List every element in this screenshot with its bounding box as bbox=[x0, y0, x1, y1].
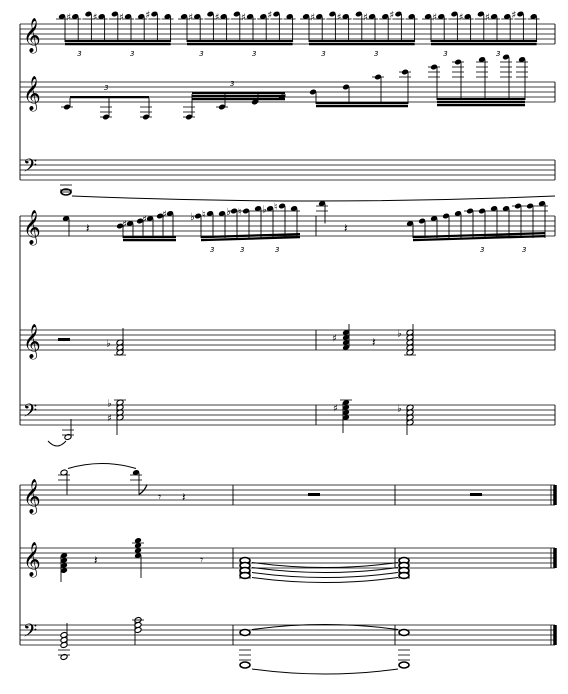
sharp-icon: ♯ bbox=[66, 12, 72, 24]
quarter-rest-icon: 𝄽 bbox=[94, 553, 98, 567]
whole-rest bbox=[470, 493, 482, 496]
whole-note bbox=[399, 630, 409, 636]
whole-note bbox=[240, 630, 250, 636]
sharp-icon: ♯ bbox=[458, 12, 464, 24]
sharp-icon: ♯ bbox=[122, 219, 127, 231]
tuplet-number: 3 bbox=[321, 50, 326, 58]
sharp-icon: ♯ bbox=[363, 12, 368, 24]
flat-icon: ♭ bbox=[107, 398, 112, 410]
beam bbox=[192, 98, 285, 100]
whole-note bbox=[399, 662, 409, 668]
beam bbox=[437, 98, 525, 100]
beam bbox=[123, 239, 176, 241]
treble-clef-icon: 𝄞 bbox=[23, 76, 41, 111]
notes bbox=[48, 11, 555, 674]
tuplet-number: 3 bbox=[374, 50, 379, 58]
bass-clef-icon: 𝄢 bbox=[23, 621, 38, 646]
beam bbox=[192, 95, 285, 97]
eighth-rest-icon: 𝄾 bbox=[200, 553, 204, 567]
flat-icon: ♭ bbox=[397, 328, 402, 340]
quarter-rest-icon: 𝄽 bbox=[344, 221, 348, 235]
tuplet-number: 3 bbox=[240, 246, 245, 254]
beam bbox=[309, 40, 415, 42]
beam bbox=[431, 40, 537, 42]
flat-icon: ♭ bbox=[397, 403, 402, 415]
flat-icon: ♭ bbox=[106, 338, 111, 350]
natural-icon: ♮ bbox=[202, 209, 206, 221]
tuplet-number: 3 bbox=[77, 50, 82, 58]
sharp-icon: ♯ bbox=[162, 209, 167, 221]
tuplet-number: 3 bbox=[104, 84, 109, 92]
sharp-icon: ♯ bbox=[214, 12, 220, 24]
sharp-icon: ♯ bbox=[432, 12, 438, 24]
flag bbox=[139, 485, 147, 495]
sharp-icon: ♯ bbox=[241, 12, 246, 24]
tuplet-number: 3 bbox=[210, 246, 215, 254]
beam bbox=[65, 43, 171, 45]
bass-clef-icon: 𝄢 bbox=[23, 156, 38, 181]
treble-clef-icon: 𝄞 bbox=[23, 542, 41, 577]
beam bbox=[123, 236, 176, 238]
quarter-rest-icon: 𝄽 bbox=[182, 490, 186, 504]
natural-icon: ♮ bbox=[274, 202, 278, 213]
bass-clef-icon: 𝄢 bbox=[23, 401, 38, 426]
tuplet-number: 3 bbox=[130, 50, 135, 58]
beam bbox=[437, 104, 525, 106]
tuplet-number: 3 bbox=[199, 50, 204, 58]
beam bbox=[316, 102, 408, 104]
beam bbox=[192, 92, 285, 94]
treble-clef-icon: 𝄞 bbox=[23, 479, 41, 514]
sharp-icon: ♯ bbox=[332, 333, 337, 345]
treble-clef-icon: 𝄞 bbox=[23, 210, 41, 245]
beam bbox=[187, 43, 293, 45]
sharp-icon: ♯ bbox=[188, 12, 194, 24]
sharp-icon: ♯ bbox=[267, 10, 273, 21]
tuplet-number: 3 bbox=[480, 246, 485, 254]
sharp-icon: ♯ bbox=[511, 10, 517, 21]
whole-rest bbox=[308, 493, 320, 496]
sharp-icon: ♯ bbox=[92, 12, 98, 24]
beam bbox=[70, 96, 149, 98]
sharp-icon: ♯ bbox=[389, 10, 395, 21]
sharp-icon: ♯ bbox=[485, 12, 490, 24]
tuplet-number: 3 bbox=[522, 246, 527, 254]
beam bbox=[65, 40, 171, 42]
tie bbox=[252, 573, 398, 578]
beam bbox=[316, 105, 408, 107]
beam bbox=[431, 43, 537, 45]
flat-icon: ♭ bbox=[262, 204, 267, 216]
tie bbox=[72, 196, 555, 201]
tie bbox=[252, 578, 398, 583]
quarter-rest-icon: 𝄽 bbox=[372, 335, 376, 349]
tie bbox=[68, 464, 136, 469]
accidentals-and-rests bbox=[66, 10, 526, 567]
flat-icon: ♭ bbox=[190, 212, 195, 223]
clefs bbox=[23, 18, 41, 646]
treble-clef-icon: 𝄞 bbox=[23, 18, 41, 53]
tuplet-number: 3 bbox=[275, 246, 280, 254]
sharp-icon: ♯ bbox=[142, 214, 147, 226]
sharp-icon: ♯ bbox=[336, 12, 342, 24]
tuplet-number: 3 bbox=[496, 50, 501, 58]
sharp-icon: ♯ bbox=[333, 403, 338, 415]
eighth-rest-icon: 𝄾 bbox=[158, 490, 162, 504]
sharp-icon: ♯ bbox=[107, 413, 112, 425]
beam bbox=[437, 101, 525, 103]
sharp-icon: ♯ bbox=[310, 12, 316, 24]
tuplet-number: 3 bbox=[230, 80, 235, 88]
flat-icon: ♭ bbox=[226, 207, 231, 218]
tuplet-number: 3 bbox=[252, 50, 257, 58]
sharp-icon: ♯ bbox=[119, 12, 124, 24]
half-rest bbox=[58, 338, 70, 341]
natural-icon: ♮ bbox=[238, 207, 242, 218]
beam bbox=[187, 40, 293, 42]
tie bbox=[48, 441, 66, 446]
sharp-icon: ♯ bbox=[145, 10, 151, 21]
tie bbox=[252, 669, 398, 674]
beam bbox=[309, 43, 415, 45]
quarter-rest-icon: 𝄽 bbox=[86, 221, 90, 235]
treble-clef-icon: 𝄞 bbox=[23, 324, 41, 359]
whole-note bbox=[240, 662, 250, 668]
tuplet-number: 3 bbox=[443, 50, 448, 58]
